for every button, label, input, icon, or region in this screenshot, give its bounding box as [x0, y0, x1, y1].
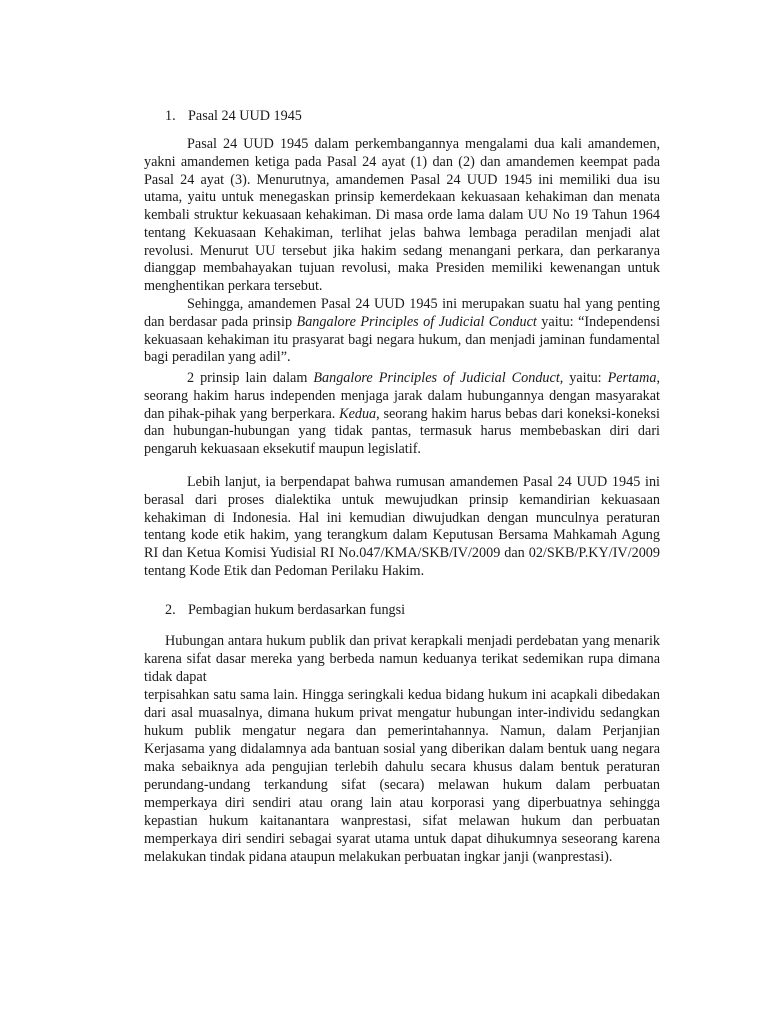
section-title: Pasal 24 UUD 1945 — [188, 108, 302, 124]
paragraph-text: Hubungan antara hukum publik dan privat kerapkali menjadi perdebatan yang menarik karena sifat dasar mereka yang berbeda namun keduanya terikat sedemikan rupa dimana tidak dapat — [144, 633, 660, 685]
paragraph-text: , seorang hakim harus independen menjaga jarak dalam hubungannya dengan masyarakat dan pihak-pihak yang berperkara. — [144, 370, 660, 422]
paragraph — [144, 632, 660, 866]
paragraph-text: 2 prinsip lain dalam — [187, 370, 314, 386]
section-number: 2. — [165, 602, 176, 618]
paragraph-text: , seorang hakim harus bebas dari koneksi-koneksi dan hubungan-hubungan yang tidak pantas, termasuk harus membebaskan diri dari pengaruh kekuasaan eksekutif maupun legislatif. — [144, 405, 660, 457]
italic-term: Kedua — [339, 405, 377, 422]
paragraph-text: terpisahkan satu sama lain. Hingga seringkali kedua bidang hukum ini acapkali dibedakan dari asal muasalnya, dimana hukum privat mengatur hubungan inter-individu sedangkan hukum publik mengatur negara dan pemerintahannya. Namun, dalam Perjanjian Kerjasama yang didalamnya ada bantuan sosial yang diberikan dalam bentuk uang negara maka sebaiknya ada pengujian terlebih dahulu secara khusus dalam bentuk peraturan perundang-undang terkandung sifat (secara) melawan hukum dalam perbuatan memperkaya diri sendiri atau orang lain atau korporasi yang diperbuatnya sehingga kepastian hukum kaitanantara wanprestasi, sifat melawan hukum dan perbuatan memperkaya diri sendiri sebagai syarat utama untuk dapat dihukumnya seseorang karena melakukan tindak pidana ataupun melakukan perbuatan ingkar janji (wanprestasi). — [144, 687, 660, 865]
paragraph — [144, 296, 660, 367]
section-heading-2 — [165, 602, 405, 619]
section-title: Pembagian hukum berdasarkan fungsi — [188, 602, 406, 618]
paragraph — [144, 370, 660, 459]
paragraph: Lebih lanjut, ia berpendapat bahwa rumusan amandemen Pasal 24 UUD 1945 ini berasal dari proses dialektika untuk mewujudkan prinsip kemandirian kekuasaan kehakiman di Indonesia. Hal ini kemudian diwujudkan dengan munculnya peraturan tentang kode etik hakim, yang terangkum dalam Keputusan Bersama Mahkamah Agung RI dan Ketua Komisi Yudisial RI No.047/KMA/SKB/IV/2009 dan 02/SKB/P.KY/IV/2009 tentang Kode Etik dan Pedoman Perilaku Hakim. — [144, 474, 660, 579]
section-number: 1. — [165, 108, 176, 124]
paragraph-text: yaitu: “Independensi kekuasaan kehakiman itu prasyarat bagi negara hukum, dan menjadi jaminan fundamental bagi peradilan yang adil”. — [144, 313, 661, 366]
italic-term: Pertama — [607, 370, 657, 386]
italic-term: Bangalore Principles of Judicial Conduct — [296, 313, 537, 330]
italic-term: Bangalore Principles of Judicial Conduct, — [313, 370, 564, 386]
paragraph-text: yaitu: — [563, 370, 608, 386]
paragraph: Pasal 24 UUD 1945 dalam perkembangannya mengalami dua kali amandemen, yakni amandemen ketiga pada Pasal 24 ayat (1) dan (2) dan amandemen keempat pada Pasal 24 ayat (3). Menurutnya, amandemen Pasal 24 UUD 1945 ini memiliki dua isu utama, yaitu untuk menegaskan prinsip kemerdekaan kekuasaan kehakiman dan menata kembali struktur kekuasaan kehakiman. Di masa orde lama dalam UU No 19 Tahun 1964 tentang Kekuasaan Kehakiman, terlihat jelas bahwa lembaga peradilan menjadi alat revolusi. Menurut UU tersebut jika hakim sedang menangani perkara, dan perkaranya dianggap membahayakan tujuan revolusi, maka Presiden memiliki kewenangan untuk menghentikan perkara tersebut. — [144, 136, 660, 294]
paragraph-text: Sehingga, amandemen Pasal 24 UUD 1945 ini merupakan suatu hal yang penting dan berdasar pada prinsip — [144, 296, 660, 330]
section-heading-1 — [165, 108, 302, 125]
